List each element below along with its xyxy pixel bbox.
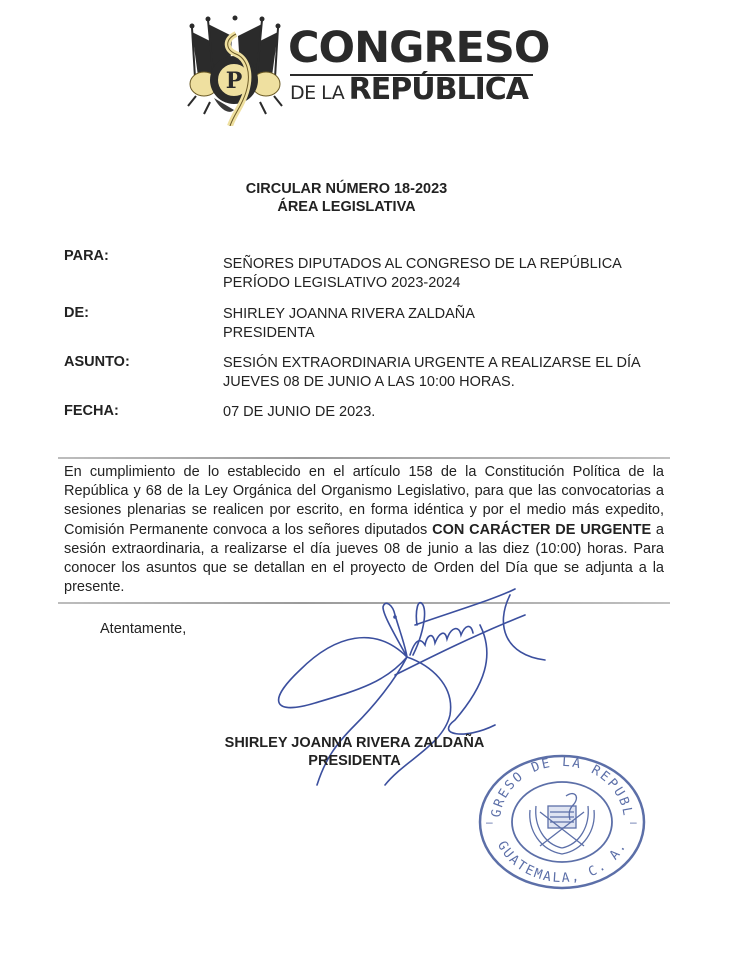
brand-republica: REPÚBLICA: [348, 72, 528, 107]
asunto-label: ASUNTO:: [64, 354, 130, 370]
para-line-2: PERÍODO LEGISLATIVO 2023-2024: [223, 275, 461, 291]
circular-number-title: CIRCULAR NÚMERO 18-2023: [245, 181, 448, 197]
signatory-title: PRESIDENTA: [308, 753, 401, 769]
seal-icon: [470, 750, 655, 890]
svg-text:P: P: [225, 68, 243, 94]
section-divider-top: [58, 457, 670, 459]
body-paragraph: En cumplimiento de lo establecido en el artículo 158 de la Constitución Política de la República y 68 de la Ley Orgánica del Organismo Legislativo, para que las convocatorias a sesiones plenarias se realicen por escrito, en forma idéntica y por el medio más expedito, Comisión Permanente convoca a los señores diputados CON CARÁCTER DE URGENTE a sesión extraordinaria, a realizarse el día jueves 08 de junio a las diez (10:00) horas. Para conocer los asuntos que se detallan en el proyecto de Orden del Día que se adjunta a la presente.: [64, 464, 664, 596]
brand-name-congreso: CONGRESO: [288, 23, 550, 73]
de-label: DE:: [64, 305, 89, 321]
brand-name-republica: [290, 72, 528, 109]
congress-emblem-logo: [186, 14, 284, 126]
svg-text:GUATEMALA, C. A.: GUATEMALA, C. A.: [493, 838, 631, 887]
svg-text:CONGRESO DE LA REPUBLICA: GRESO DE LA REPUBL: [489, 754, 635, 819]
para-line-1: SEÑORES DIPUTADOS AL CONGRESO DE LA REPÚBLICA: [223, 256, 622, 272]
area-subtitle: ÁREA LEGISLATIVA: [277, 199, 416, 215]
closing-salutation: Atentamente,: [100, 621, 187, 637]
de-line-1: SHIRLEY JOANNA RIVERA ZALDAÑA: [223, 306, 475, 322]
fecha-value: 07 DE JUNIO DE 2023.: [223, 404, 376, 420]
signatory-name: SHIRLEY JOANNA RIVERA ZALDAÑA: [224, 735, 485, 751]
official-seal-stamp: [470, 750, 655, 890]
asunto-line-2: JUEVES 08 DE JUNIO A LAS 10:00 HORAS.: [223, 374, 515, 390]
urgent-emphasis: CON CARÁCTER DE URGENTE: [432, 521, 652, 538]
brand-de-la: DE LA: [290, 82, 345, 104]
de-line-2: PRESIDENTA: [223, 325, 315, 341]
svg-text:–: –: [486, 815, 493, 829]
asunto-line-1: SESIÓN EXTRAORDINARIA URGENTE A REALIZARSE EL DÍA: [223, 355, 641, 371]
svg-text:–: –: [630, 815, 637, 829]
emblem-icon: [186, 14, 284, 126]
fecha-label: FECHA:: [64, 403, 119, 419]
para-label: PARA:: [64, 248, 109, 264]
